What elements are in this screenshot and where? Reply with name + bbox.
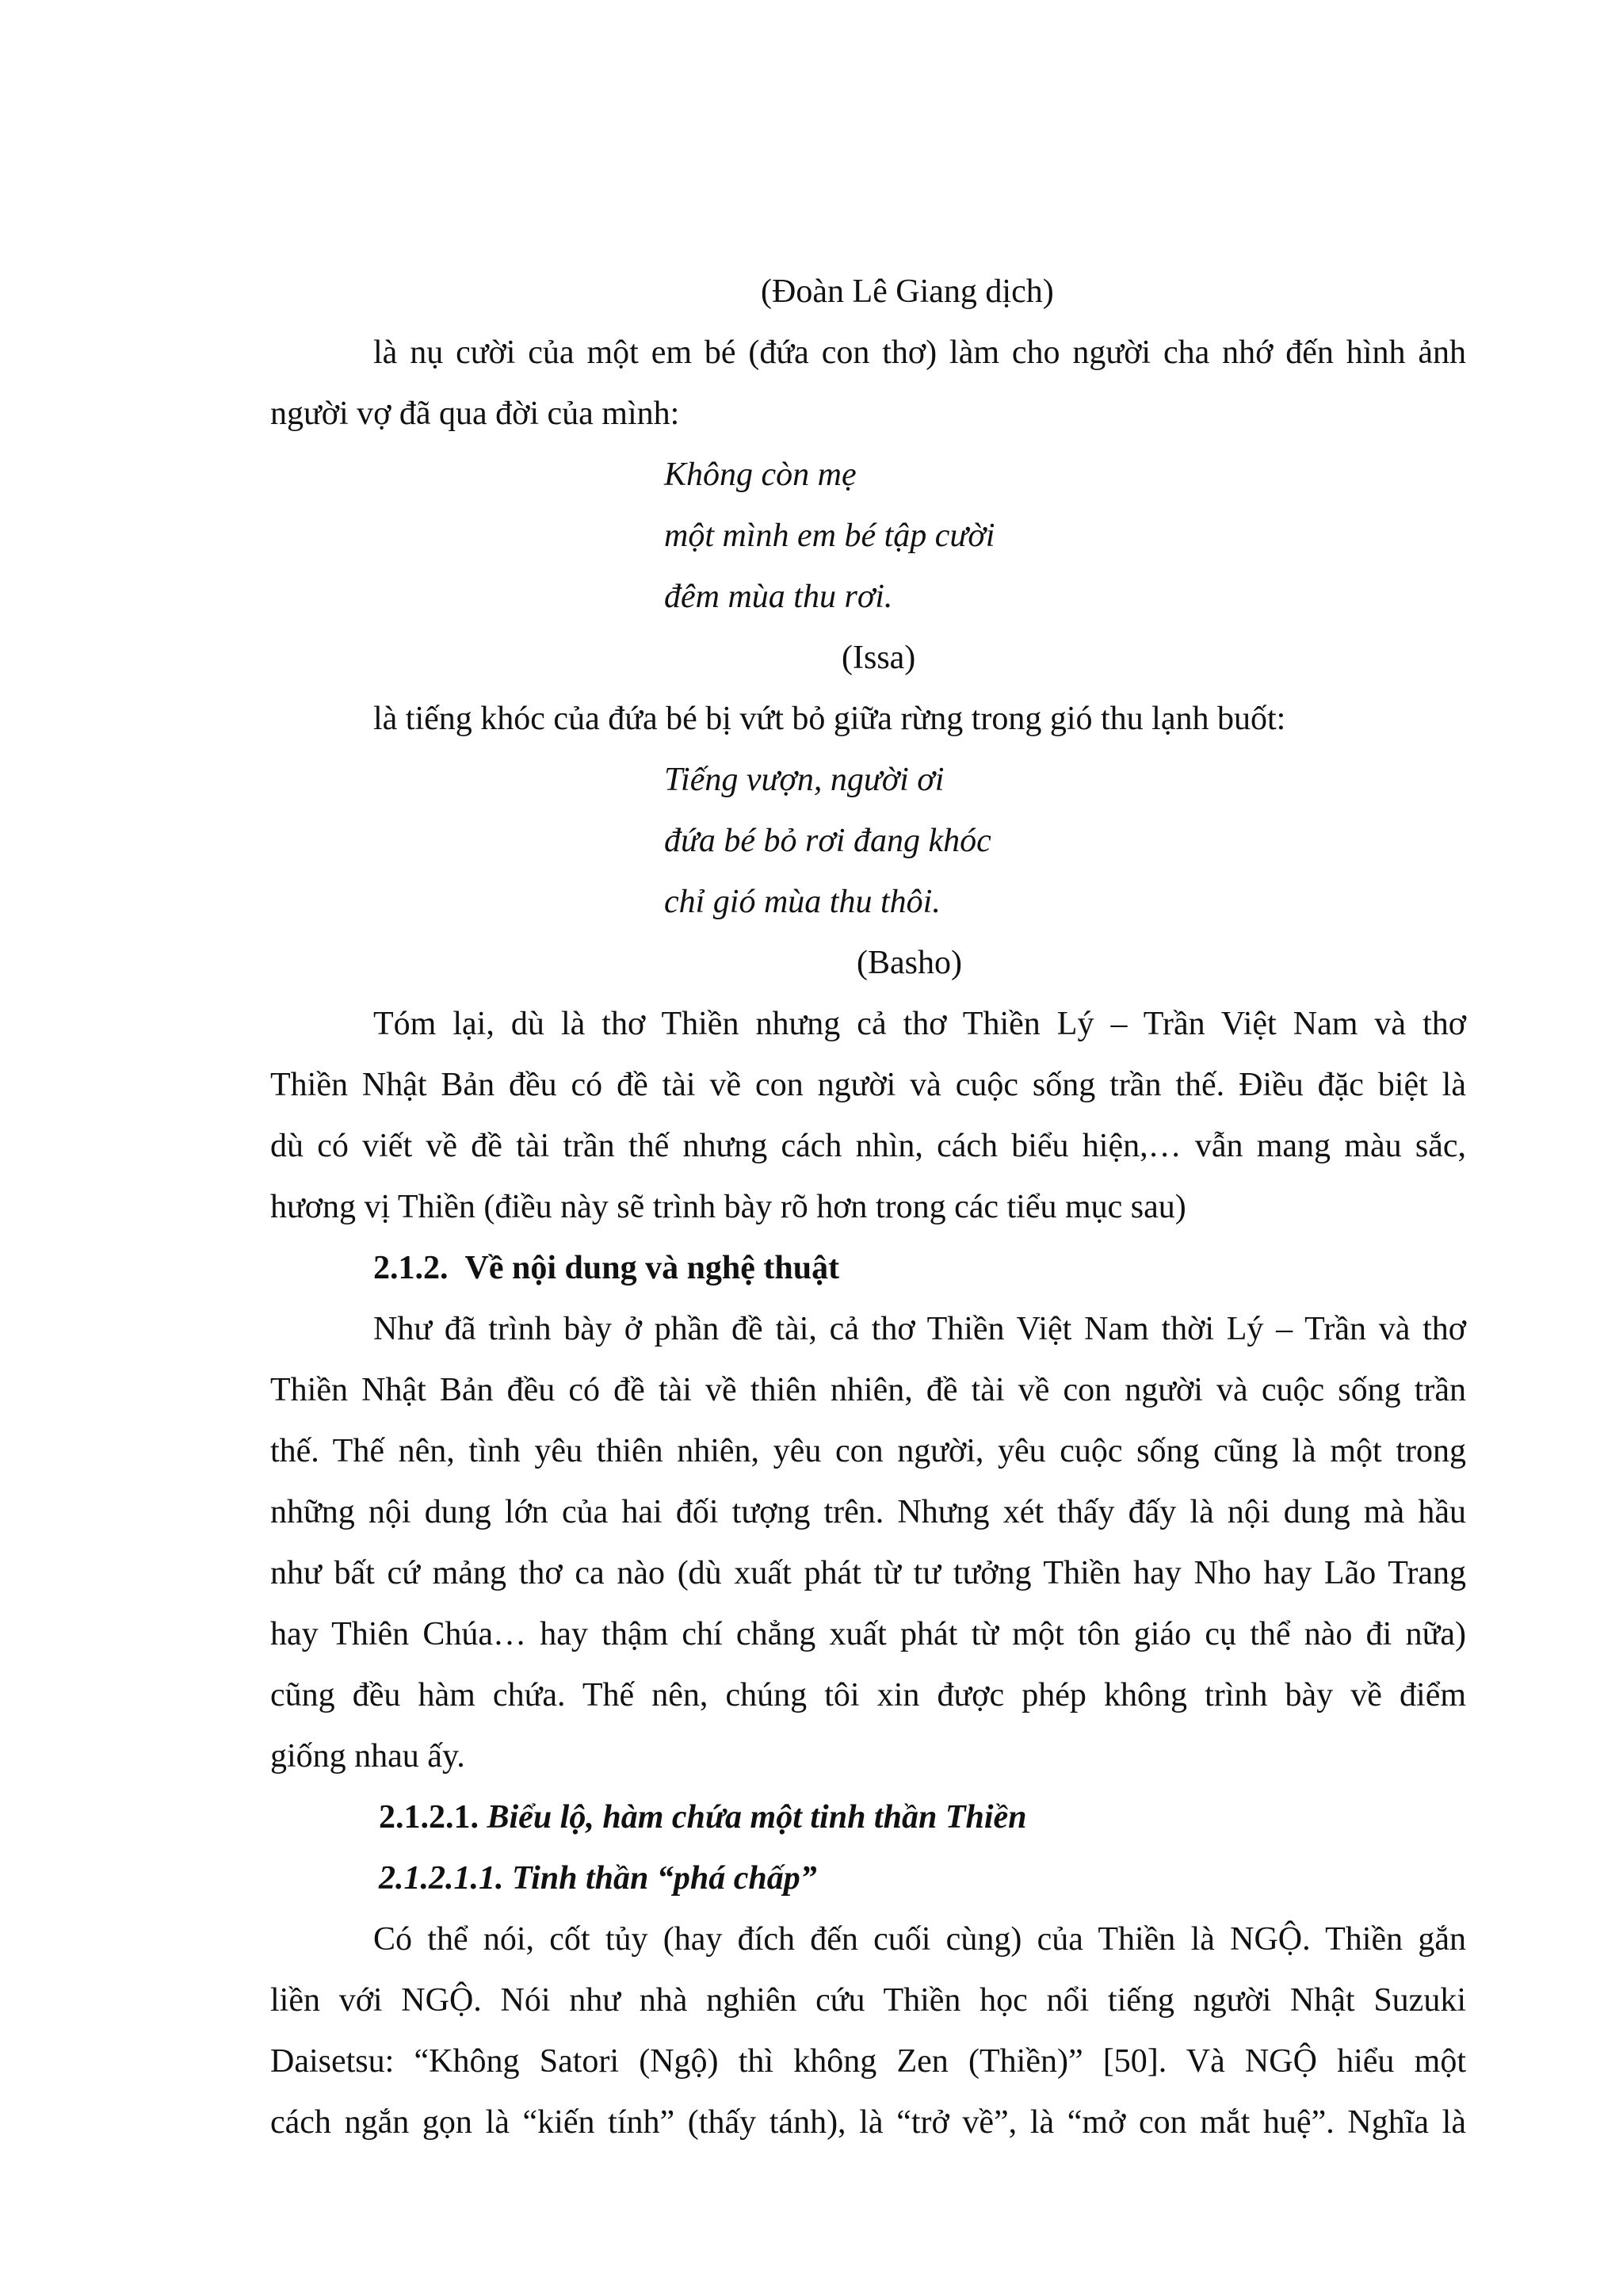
translator-credit: (Đoàn Lê Giang dịch)	[761, 273, 1054, 310]
subsection-heading	[379, 1795, 1027, 1839]
poem-line: một mình em bé tập cười	[664, 518, 995, 554]
subsection-title: Biểu lộ, hàm chứa một tinh thần Thiền	[487, 1799, 1027, 1836]
paragraph-line: cũng đều hàm chứa. Thế nên, chúng tôi xin được phép không trình bày về điểm	[270, 1677, 1466, 1713]
paragraph-line: là tiếng khóc của đứa bé bị vứt bỏ giữa rừng trong gió thu lạnh buốt:	[373, 701, 1286, 737]
paragraph-line: những nội dung lớn của hai đối tượng trên. Nhưng xét thấy đấy là nội dung mà hầu	[270, 1494, 1466, 1530]
paragraph-line: là nụ cười của một em bé (đứa con thơ) làm cho người cha nhớ đến hình ảnh	[373, 334, 1466, 371]
subsubsection-heading: 2.1.2.1.1. Tinh thần “phá chấp”	[379, 1860, 817, 1897]
paragraph-line: giống nhau ấy.	[270, 1738, 465, 1775]
paragraph-line: Tóm lại, dù là thơ Thiền nhưng cả thơ Thiền Lý – Trần Việt Nam và thơ	[373, 1006, 1466, 1042]
paragraph-line: Như đã trình bày ở phần đề tài, cả thơ Thiền Việt Nam thời Lý – Trần và thơ	[373, 1311, 1466, 1347]
section-title: Về nội dung và nghệ thuật	[464, 1250, 840, 1286]
section-number: 2.1.2.	[373, 1250, 449, 1286]
subsection-number: 2.1.2.1.	[379, 1799, 479, 1836]
paragraph-line: người vợ đã qua đời của mình:	[270, 395, 680, 432]
poem-line: đêm mùa thu rơi.	[664, 579, 893, 615]
paragraph-line: hương vị Thiền (điều này sẽ trình bày rõ hơn trong các tiểu mục sau)	[270, 1189, 1186, 1225]
poem-line: chỉ gió mùa thu thôi.	[664, 884, 941, 920]
paragraph-line: Có thể nói, cốt tủy (hay đích đến cuối cùng) của Thiền là NGỘ. Thiền gắn	[373, 1921, 1466, 1958]
paragraph-line: hay Thiên Chúa… hay thậm chí chẳng xuất phát từ một tôn giáo cụ thể nào đi nữa)	[270, 1616, 1466, 1652]
paragraph-line: liền với NGỘ. Nói như nhà nghiên cứu Thiền học nổi tiếng người Nhật Suzuki	[270, 1982, 1466, 2019]
paragraph-line: Thiền Nhật Bản đều có đề tài về thiên nhiên, đề tài về con người và cuộc sống trần	[270, 1372, 1466, 1408]
poem-line: Tiếng vượn, người ơi	[664, 762, 945, 798]
paragraph-line: thế. Thế nên, tình yêu thiên nhiên, yêu con người, yêu cuộc sống cũng là một trong	[270, 1433, 1466, 1469]
paragraph-line: dù có viết về đề tài trần thế nhưng cách nhìn, cách biểu hiện,… vẫn mang màu sắc,	[270, 1128, 1466, 1164]
section-heading	[373, 1246, 839, 1290]
paragraph-line: cách ngắn gọn là “kiến tính” (thấy tánh), là “trở về”, là “mở con mắt huệ”. Nghĩa là	[270, 2104, 1466, 2141]
paragraph-line: Thiền Nhật Bản đều có đề tài về con người và cuộc sống trần thế. Điều đặc biệt là	[270, 1067, 1466, 1103]
paragraph-line: Daisetsu: “Không Satori (Ngộ) thì không Zen (Thiền)” [50]. Và NGỘ hiểu một	[270, 2043, 1466, 2080]
poem-author: (Issa)	[842, 640, 916, 676]
poem-line: Không còn mẹ	[664, 457, 857, 493]
poem-line: đứa bé bỏ rơi đang khóc	[664, 823, 991, 859]
poem-author: (Basho)	[857, 945, 962, 981]
paragraph-line: như bất cứ mảng thơ ca nào (dù xuất phát từ tư tưởng Thiền hay Nho hay Lão Trang	[270, 1555, 1466, 1591]
